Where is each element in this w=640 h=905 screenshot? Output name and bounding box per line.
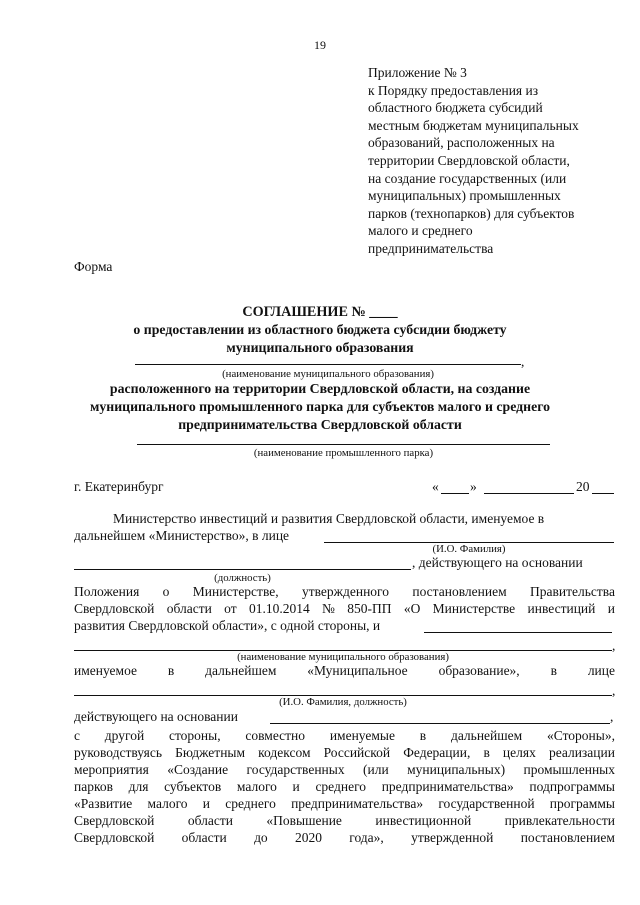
place: г. Екатеринбург: [74, 479, 164, 494]
body-text: , действующего на основании: [412, 555, 583, 570]
agreement-subtitle-line: расположенного на территории Свердловской области, на создание: [109, 381, 531, 396]
municipality-basis-field[interactable]: [270, 723, 610, 724]
date-day-field[interactable]: [441, 493, 469, 494]
body-text-justified: с другой стороны, совместно именуемые в дальнейшем «Стороны»,: [74, 728, 615, 743]
body-text-justified: Положения о Министерстве, утвержденного постановлением Правительства: [74, 584, 615, 599]
appendix-line: Приложение № 3: [368, 65, 467, 80]
body-text: Министерство инвестиций и развития Свердловской области, именуемое в: [113, 511, 545, 526]
body-text-justified: именуемое в дальнейшем «Муниципальное образование», в лице: [74, 663, 615, 678]
appendix-line: предпринимательства: [368, 240, 494, 256]
appendix-line: на создание государственных (или: [368, 170, 567, 186]
body-text-justified: парков для субъектов малого и среднего предпринимательства» подпрограммы: [74, 779, 615, 794]
appendix-line: парков (технопарков) для субъектов: [368, 205, 575, 221]
municipality-name-field-2[interactable]: [424, 632, 612, 633]
agreement-subtitle-line: муниципального промышленного парка для субъектов малого и среднего: [89, 399, 551, 414]
caption-fio-position: (И.О. Фамилия, должность): [279, 696, 407, 708]
comma: ,: [521, 354, 525, 369]
appendix-note: [368, 64, 579, 258]
appendix-line: местным бюджетам муниципальных: [368, 117, 579, 133]
date-year-field[interactable]: [592, 493, 614, 494]
agreement-subtitle-line: муниципального образования: [226, 340, 414, 355]
caption-fio: (И.О. Фамилия): [432, 543, 506, 555]
form-label: Форма: [74, 259, 113, 274]
agreement-subtitle-line: о предоставлении из областного бюджета субсидии бюджету: [133, 322, 507, 337]
ministry-position-field[interactable]: [74, 569, 411, 570]
agreement-title: СОГЛАШЕНИЕ № ____: [242, 304, 398, 320]
caption-park: (наименование промышленного парка): [253, 447, 434, 459]
caption-municipality: (наименование муниципального образования): [222, 368, 434, 380]
page-number: 19: [314, 38, 326, 52]
body-text: действующего на основании: [74, 709, 238, 724]
comma: ,: [612, 638, 616, 653]
caption-position: (должность): [214, 572, 271, 584]
appendix-line: к Порядку предоставления из: [368, 82, 539, 98]
body-text: дальнейшем «Министерство», в лице: [74, 528, 290, 543]
comma: ,: [610, 709, 614, 724]
caption-municipality-2: (наименование муниципального образования): [237, 651, 449, 663]
appendix-line: образований, расположенных на: [368, 135, 555, 151]
body-text-justified: мероприятия «Создание государственных (или муниципальных) промышленных: [74, 762, 615, 777]
date-close-quote: »: [470, 479, 477, 494]
body-text-justified: Свердловской области до 2020 года», утвержденной постановлением: [74, 830, 615, 845]
body-text-justified: Свердловской области от 01.10.2014 № 850-ПП «О Министерстве инвестиций и: [74, 601, 615, 616]
agreement-subtitle-line: предпринимательства Свердловской области: [178, 417, 462, 432]
body-text-justified: руководствуясь Бюджетным кодексом Российской Федерации, в целях реализации: [74, 745, 615, 760]
body-text-justified: Свердловской области «Повышение инвестиционной привлекательности: [74, 813, 615, 828]
date-year-prefix: 20: [576, 479, 590, 494]
date-open-quote: «: [432, 479, 439, 494]
body-text-justified: «Развитие малого и среднего предпринимательства» государственной программы: [74, 796, 615, 811]
appendix-line: малого и среднего: [368, 223, 473, 239]
body-text: развития Свердловской области», с одной стороны, и: [74, 618, 381, 633]
appendix-line: территории Свердловской области,: [368, 152, 570, 168]
appendix-line: муниципальных) промышленных: [368, 188, 561, 204]
municipality-name-field[interactable]: [135, 364, 521, 365]
date-month-field[interactable]: [484, 493, 574, 494]
appendix-line: областного бюджета субсидий: [368, 100, 543, 116]
park-name-field[interactable]: [137, 444, 550, 445]
comma: ,: [612, 683, 616, 698]
